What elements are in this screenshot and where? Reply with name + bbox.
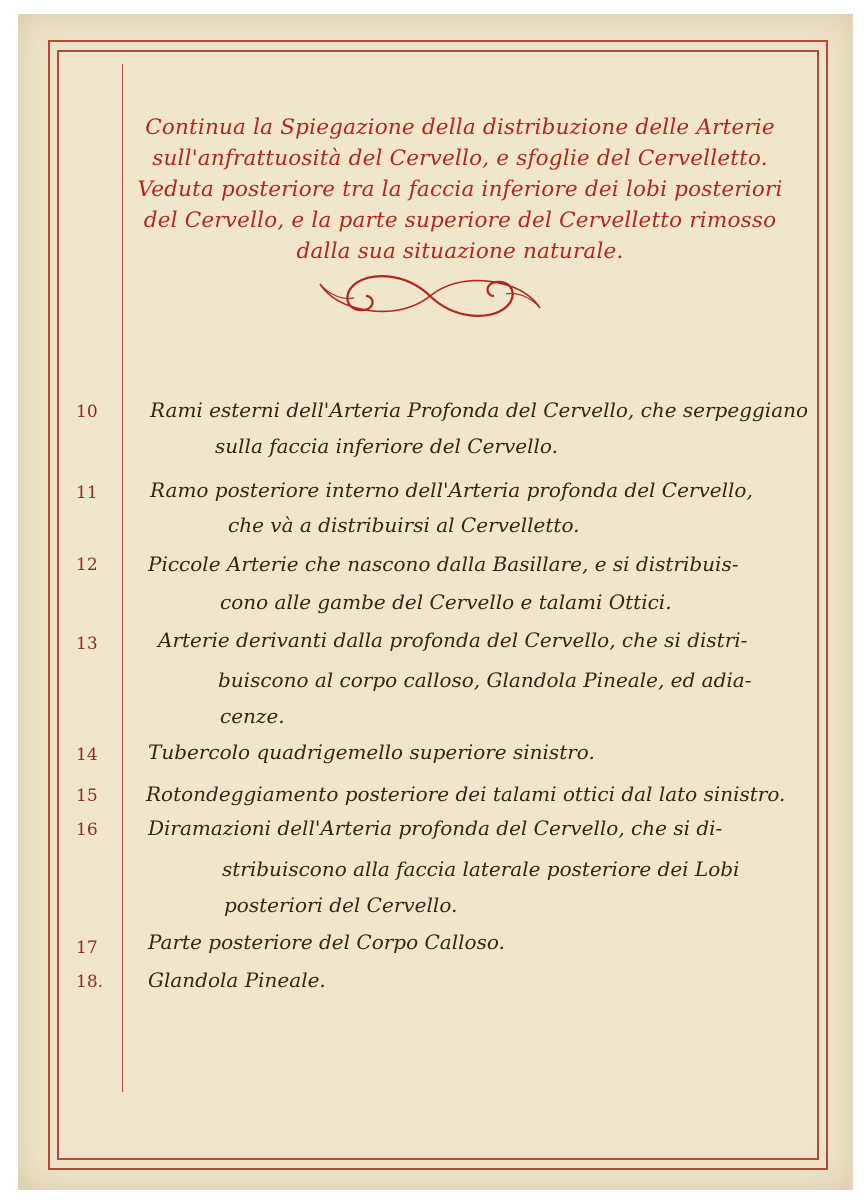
entry-number: 14	[76, 745, 98, 765]
entry-text-line: cono alle gambe del Cervello e talami Ottici.	[220, 590, 672, 614]
entry-text-line: buiscono al corpo calloso, Glandola Pineale, ed adia-	[218, 668, 752, 692]
entry-text-line: che và a distribuirsi al Cervelletto.	[228, 513, 580, 537]
entry-text-line: Parte posteriore del Corpo Calloso.	[148, 930, 505, 954]
entry-text-line: posteriori del Cervello.	[224, 893, 458, 917]
entry-text-line: Rotondeggiamento posteriore dei talami ottici dal lato sinistro.	[146, 782, 786, 806]
entry-text-line: Diramazioni dell'Arteria profonda del Cervello, che si di-	[148, 816, 723, 840]
entry-text-line: Tubercolo quadrigemello superiore sinistro.	[148, 740, 595, 764]
decorative-flourish-icon	[310, 266, 550, 326]
entry-text-line: Glandola Pineale.	[148, 968, 326, 992]
entry-text-line: Ramo posteriore interno dell'Arteria profonda del Cervello,	[150, 478, 753, 502]
entry-number: 17	[76, 938, 98, 958]
entry-number: 18.	[76, 972, 104, 992]
entry-number: 11	[76, 483, 98, 503]
entry-number: 16	[76, 820, 98, 840]
entry-text-line: Arterie derivanti dalla profonda del Cervello, che si distri-	[158, 628, 748, 652]
entry-number: 15	[76, 786, 98, 806]
page-title: Continua la Spiegazione della distribuzione delle Arterie sull'anfrattuosità del Cervello, e sfoglie del Cervelletto. Veduta posteriore tra la faccia inferiore dei lobi posteriori del Cervello, e la parte superiore del Cervelletto rimosso dalla sua situazione naturale.	[137, 115, 783, 264]
entry-number: 12	[76, 555, 98, 575]
entry-text-line: Piccole Arterie che nascono dalla Basillare, e si distribuis-	[148, 552, 739, 576]
entry-text-line: stribuiscono alla faccia laterale posteriore dei Lobi	[222, 857, 740, 881]
entry-number: 10	[76, 402, 98, 422]
entry-text-line: sulla faccia inferiore del Cervello.	[215, 434, 558, 458]
entry-number: 13	[76, 634, 98, 654]
entry-text-line: Rami esterni dell'Arteria Profonda del Cervello, che serpeggiano	[150, 398, 809, 422]
entry-text-line: cenze.	[220, 704, 285, 728]
